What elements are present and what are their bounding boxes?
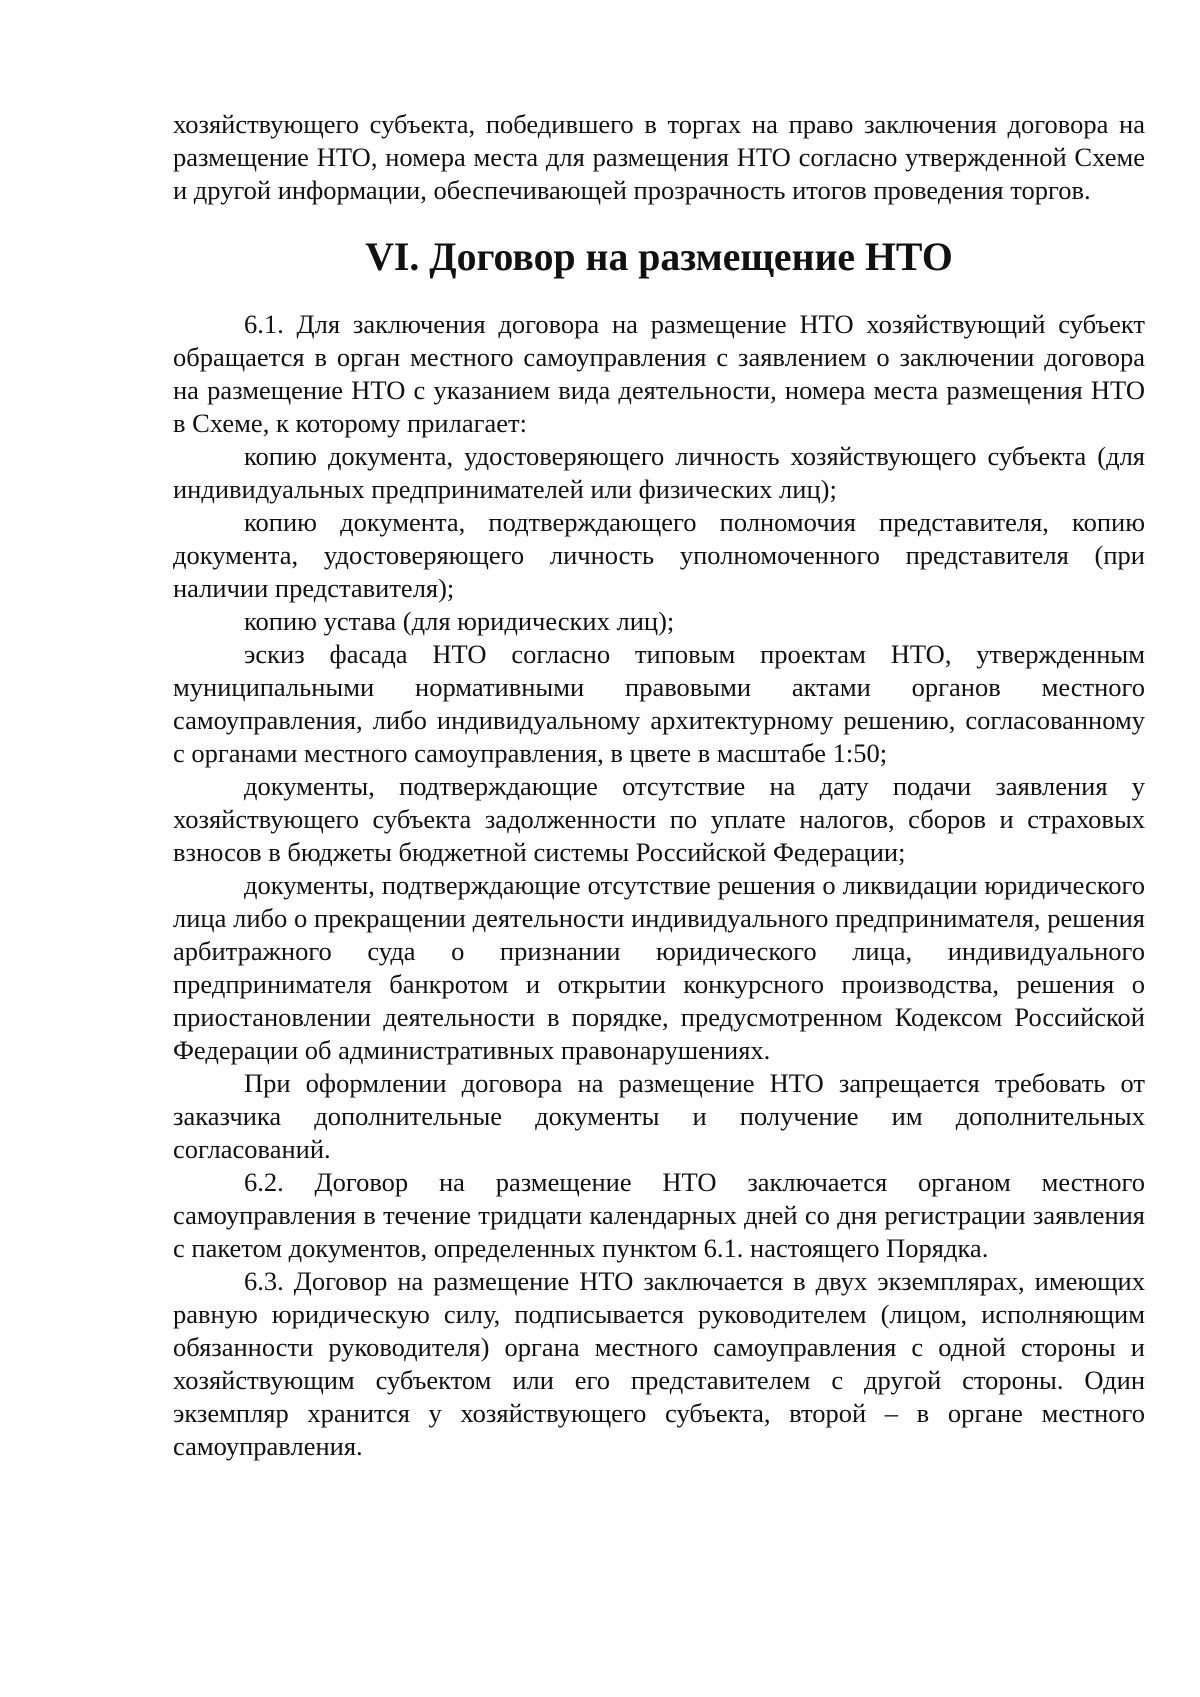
paragraph-6-3: 6.3. Договор на размещение НТО заключается в двух экземплярах, имеющих равную юридическую силу, подписывается руководителем (лицом, исполняющим обязанности руководителя) органа местного самоуправления с одной стороны и хозяйствующим субъектом или его представителем с другой стороны. Один экземпляр хранится у хозяйствующего субъекта, второй – в органе местного самоуправления. — [173, 1266, 1145, 1461]
list-item-identity-copy: копию документа, удостоверяющего личность хозяйствующего субъекта (для индивидуальных предпринимателей или физических лиц); — [173, 441, 1145, 504]
intro-paragraph: хозяйствующего субъекта, победившего в торгах на право заключения договора на размещение НТО, номера места для размещения НТО согласно утвержденной Схеме и другой информации, обеспечивающей прозрачность итогов проведения торгов. — [173, 109, 1145, 205]
paragraph-6-1: 6.1. Для заключения договора на размещение НТО хозяйствующий субъект обращается в орган местного самоуправления с заявлением о заключении договора на размещение НТО с указанием вида деятельности, номера места размещения НТО в Схеме, к которому прилагает: — [173, 309, 1145, 438]
section-heading: VI. Договор на размещение НТО — [365, 235, 953, 279]
list-item-charter-copy: копию устава (для юридических лиц); — [244, 606, 675, 636]
document-page — [173, 108, 1145, 1463]
prohibition-paragraph: При оформлении договора на размещение НТО запрещается требовать от заказчика дополнительные документы и получение им дополнительных согласований. — [173, 1068, 1145, 1164]
list-item-facade-sketch: эскиз фасада НТО согласно типовым проектам НТО, утвержденным муниципальными нормативными правовыми актами органов местного самоуправления, либо индивидуальному архитектурному решению, согласованному с органами местного самоуправления, в цвете в масштабе 1:50; — [173, 639, 1145, 768]
list-item-representative-copy: копию документа, подтверждающего полномочия представителя, копию документа, удостоверяющего личность уполномоченного представителя (при наличии представителя); — [173, 507, 1145, 603]
list-item-no-liquidation-documents: документы, подтверждающие отсутствие решения о ликвидации юридического лица либо о прекращении деятельности индивидуального предпринимателя, решения арбитражного суда о признании юридического лица, индивидуального предпринимателя банкротом и открытии конкурсного производства, решения о приостановлении деятельности в порядке, предусмотренном Кодексом Российской Федерации об административных правонарушениях. — [173, 870, 1145, 1065]
list-item-no-debt-documents: документы, подтверждающие отсутствие на дату подачи заявления у хозяйствующего субъекта задолженности по уплате налогов, сборов и страховых взносов в бюджеты бюджетной системы Российской Федерации; — [173, 771, 1145, 867]
paragraph-6-2: 6.2. Договор на размещение НТО заключается органом местного самоуправления в течение тридцати календарных дней со дня регистрации заявления с пакетом документов, определенных пунктом 6.1. настоящего Порядка. — [173, 1167, 1145, 1263]
